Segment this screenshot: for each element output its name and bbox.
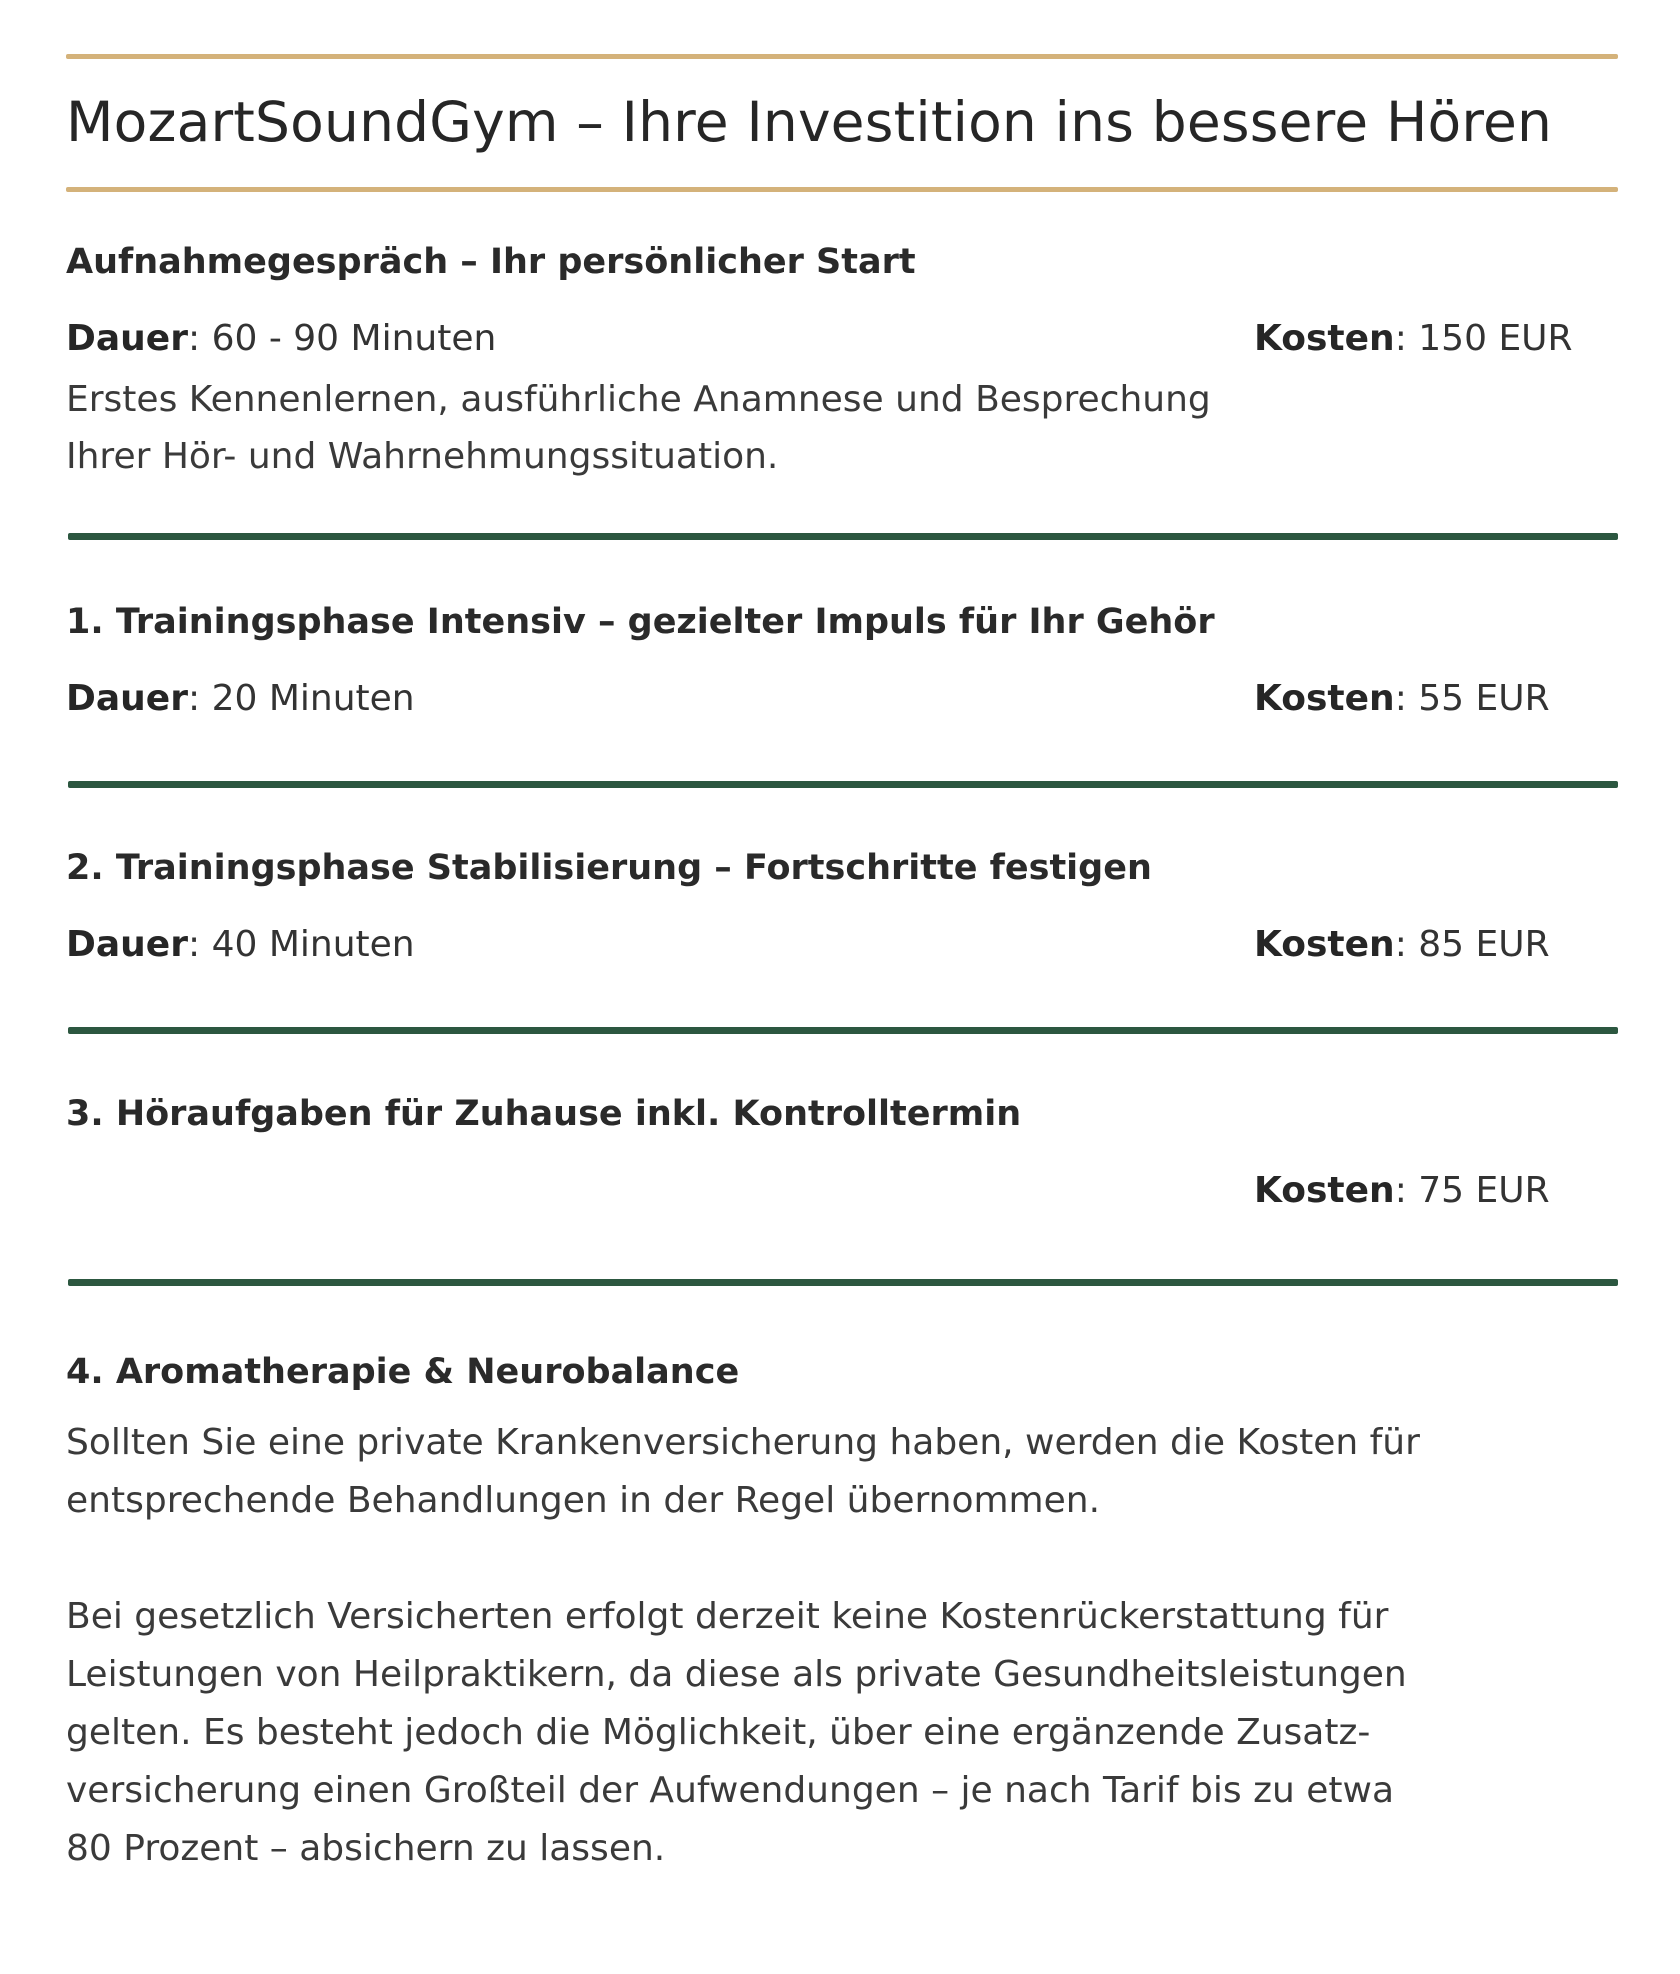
duration (66, 923, 415, 967)
price-label: Kosten (1254, 924, 1395, 965)
price-label: Kosten (1254, 318, 1395, 359)
section-aufnahmegespraech (66, 192, 1618, 485)
section-description (66, 371, 1618, 485)
section-divider (68, 781, 1618, 788)
price-separator: : (1394, 678, 1407, 719)
price-value: 85 EUR (1418, 924, 1550, 965)
section-aromatherapie (66, 1286, 1618, 1878)
description-line: Erstes Kennenlernen, ausführliche Anamnese und Besprechung (66, 379, 1211, 420)
paragraph-line: 80 Prozent – absichern zu lassen. (66, 1828, 666, 1869)
price-separator: : (1394, 318, 1407, 359)
duration (66, 677, 415, 721)
price (1254, 923, 1550, 967)
price-separator: : (1394, 1170, 1407, 1211)
meta-row (66, 317, 1618, 361)
price-value: 150 EUR (1418, 318, 1573, 359)
description-line: Ihrer Hör- und Wahrnehmungssituation. (66, 436, 779, 477)
price-value: 55 EUR (1418, 678, 1550, 719)
price-separator: : (1394, 924, 1407, 965)
duration-value: 20 Minuten (211, 678, 415, 719)
meta-row (66, 1169, 1618, 1213)
price (1254, 317, 1573, 361)
paragraph-line: Leistungen von Heilpraktikern, da diese als private Gesundheitsleistungen (66, 1654, 1407, 1695)
paragraph-line: versicherung einen Großteil der Aufwendungen – je nach Tarif bis zu etwa (66, 1770, 1395, 1811)
meta-row (66, 677, 1618, 721)
price-value: 75 EUR (1418, 1170, 1550, 1211)
duration (66, 317, 496, 361)
section-title: 2. Trainingsphase Stabilisierung – Fortschritte festigen (66, 848, 1152, 888)
duration-value: 60 - 90 Minuten (211, 318, 497, 359)
paragraph-line: Bei gesetzlich Versicherten erfolgt derzeit keine Kostenrückerstattung für (66, 1596, 1389, 1637)
price (1254, 677, 1550, 721)
duration-label: Dauer (66, 678, 188, 719)
section-divider (68, 1027, 1618, 1034)
price-label: Kosten (1254, 1170, 1395, 1211)
duration-label: Dauer (66, 924, 188, 965)
meta-row (66, 923, 1618, 967)
page-title: MozartSoundGym – Ihre Investition ins bessere Hören (66, 90, 1553, 154)
insurance-paragraph-private (66, 1414, 1566, 1530)
section-title: 4. Aromatherapie & Neurobalance (66, 1352, 740, 1392)
price (1254, 1169, 1550, 1213)
section-title: Aufnahmegespräch – Ihr persönlicher Start (66, 242, 916, 282)
price-label: Kosten (1254, 678, 1395, 719)
duration-label: Dauer (66, 318, 188, 359)
paragraph-line: Sollten Sie eine private Krankenversicherung haben, werden die Kosten für (66, 1422, 1420, 1463)
section-trainingsphase-stabilisierung (66, 788, 1618, 967)
duration-separator: : (187, 678, 201, 719)
duration-separator: : (187, 924, 201, 965)
section-divider (68, 1279, 1618, 1286)
section-hoeraufgaben (66, 1034, 1618, 1213)
duration-separator: : (187, 318, 201, 359)
pricing-document (66, 54, 1618, 1878)
section-divider (68, 533, 1618, 540)
duration-value: 40 Minuten (211, 924, 415, 965)
insurance-paragraph-statutory (66, 1588, 1566, 1878)
paragraph-line: entsprechende Behandlungen in der Regel übernommen. (66, 1480, 1101, 1521)
section-trainingsphase-intensiv (66, 540, 1618, 721)
section-title: 3. Höraufgaben für Zuhause inkl. Kontrolltermin (66, 1094, 1022, 1134)
paragraph-line: gelten. Es besteht jedoch die Möglichkeit, über eine ergänzende Zusatz- (66, 1712, 1371, 1753)
section-title: 1. Trainingsphase Intensiv – gezielter Impuls für Ihr Gehör (66, 602, 1215, 642)
